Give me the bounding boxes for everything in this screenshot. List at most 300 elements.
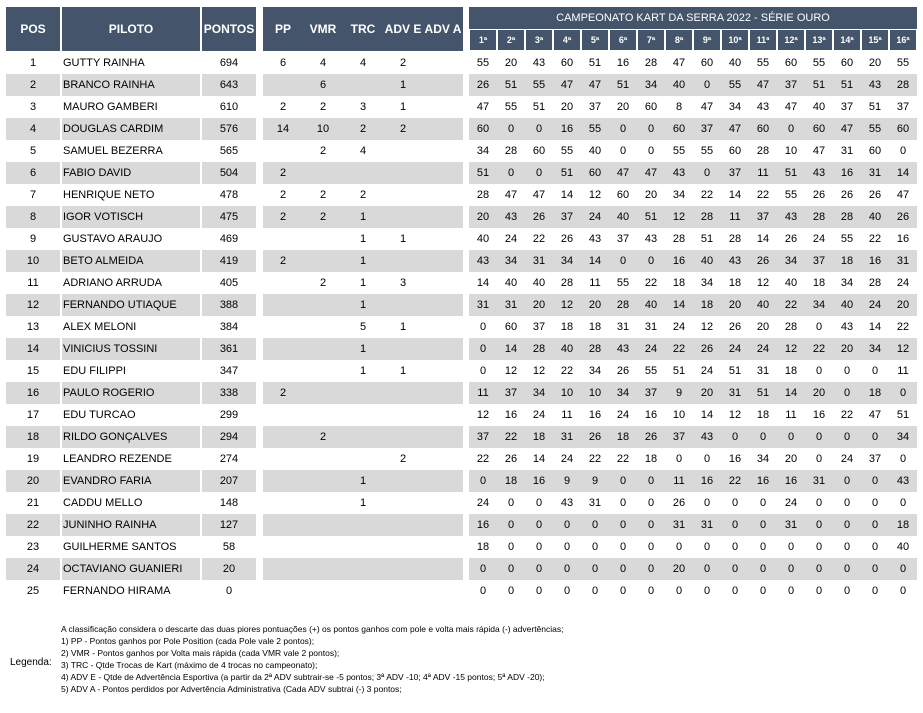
race-cell: 24 xyxy=(476,497,490,509)
race-cell: 43 xyxy=(784,211,798,223)
race-cell: 20 xyxy=(672,563,686,575)
race-cell: 0 xyxy=(507,585,515,597)
race-cell: 47 xyxy=(728,123,742,135)
adv-a-cell xyxy=(423,228,463,250)
vmr-cell: 4 xyxy=(319,57,327,69)
race-cell: 11 xyxy=(673,475,685,487)
pp-cell xyxy=(263,514,303,536)
race-cell: 12 xyxy=(532,365,546,377)
trc-cell xyxy=(343,536,383,558)
race-cell: 31 xyxy=(756,365,770,377)
trc-cell: 1 xyxy=(359,255,367,267)
race-cell: 0 xyxy=(479,365,487,377)
trc-cell: 1 xyxy=(359,497,367,509)
trc-cell: 1 xyxy=(359,365,367,377)
race-cell: 60 xyxy=(616,189,630,201)
race-cell: 24 xyxy=(728,343,742,355)
adv-e-cell: 1 xyxy=(399,233,407,245)
race-cell: 31 xyxy=(644,321,658,333)
pos-cell: 16 xyxy=(26,387,40,399)
piloto-cell: LEANDRO REZENDE xyxy=(63,453,172,465)
vmr-cell: 2 xyxy=(319,189,327,201)
race-cell: 55 xyxy=(560,145,574,157)
race-cell: 34 xyxy=(644,79,658,91)
race-cell: 11 xyxy=(561,409,573,421)
race-cell: 24 xyxy=(840,453,854,465)
piloto-cell: GUTTY RAINHA xyxy=(63,57,145,69)
race-cell: 51 xyxy=(588,57,602,69)
race-header: 3ª xyxy=(525,29,553,51)
piloto-cell: PAULO ROGERIO xyxy=(63,387,155,399)
race-cell: 11 xyxy=(897,365,909,377)
race-header: 9ª xyxy=(693,29,721,51)
race-cell: 18 xyxy=(532,431,546,443)
race-cell: 0 xyxy=(871,563,879,575)
race-cell: 0 xyxy=(619,145,627,157)
race-cell: 22 xyxy=(616,453,630,465)
header-pontos: PONTOS xyxy=(202,7,256,51)
race-header: 2ª xyxy=(497,29,525,51)
race-cell: 12 xyxy=(756,277,770,289)
pp-cell xyxy=(263,294,303,316)
trc-cell xyxy=(343,580,383,602)
race-cell: 37 xyxy=(812,255,826,267)
vmr-cell xyxy=(303,492,343,514)
pp-cell xyxy=(263,272,303,294)
race-cell: 0 xyxy=(535,541,543,553)
race-cell: 28 xyxy=(700,211,714,223)
race-cell: 0 xyxy=(675,453,683,465)
race-cell: 43 xyxy=(868,79,882,91)
race-cell: 20 xyxy=(644,189,658,201)
legend-line: A classificação considera o descarte das duas piores pontuações (+) os pontos ganhos com pole e volta mais rápida (-) advertências; xyxy=(61,624,564,634)
vmr-cell: 2 xyxy=(319,211,327,223)
adv-e-cell: 1 xyxy=(399,101,407,113)
race-cell: 47 xyxy=(784,101,798,113)
race-cell: 0 xyxy=(843,475,851,487)
header-pp: PP xyxy=(263,7,303,51)
race-cell: 26 xyxy=(532,211,546,223)
pontos-cell: 643 xyxy=(219,79,239,91)
race-cell: 40 xyxy=(896,541,910,553)
race-cell: 55 xyxy=(756,57,770,69)
vmr-cell: 10 xyxy=(316,123,330,135)
race-cell: 0 xyxy=(703,541,711,553)
piloto-cell: VINICIUS TOSSINI xyxy=(63,343,158,355)
adv-e-cell xyxy=(383,580,423,602)
race-cell: 24 xyxy=(560,453,574,465)
adv-e-cell xyxy=(383,140,423,162)
race-cell: 34 xyxy=(840,277,854,289)
race-cell: 0 xyxy=(647,585,655,597)
race-cell: 9 xyxy=(563,475,571,487)
trc-cell: 1 xyxy=(359,475,367,487)
race-cell: 60 xyxy=(672,123,686,135)
trc-cell: 2 xyxy=(359,189,367,201)
race-cell: 60 xyxy=(532,145,546,157)
race-cell: 16 xyxy=(812,409,826,421)
race-cell: 31 xyxy=(728,387,742,399)
race-cell: 43 xyxy=(616,343,630,355)
race-cell: 31 xyxy=(532,255,546,267)
race-cell: 22 xyxy=(560,365,574,377)
pontos-cell: 361 xyxy=(219,343,239,355)
race-header: 6ª xyxy=(609,29,637,51)
trc-cell: 1 xyxy=(359,343,367,355)
race-cell: 0 xyxy=(591,519,599,531)
adv-a-cell xyxy=(423,294,463,316)
adv-e-cell xyxy=(383,184,423,206)
piloto-cell: EDU TURCAO xyxy=(63,409,136,421)
race-cell: 40 xyxy=(644,299,658,311)
race-cell: 0 xyxy=(815,585,823,597)
race-cell: 24 xyxy=(756,343,770,355)
race-cell: 14 xyxy=(476,277,490,289)
race-cell: 11 xyxy=(589,277,601,289)
pontos-cell: 347 xyxy=(219,365,239,377)
race-cell: 34 xyxy=(700,277,714,289)
race-cell: 24 xyxy=(896,277,910,289)
trc-cell xyxy=(343,162,383,184)
race-cell: 0 xyxy=(843,541,851,553)
adv-a-cell xyxy=(423,338,463,360)
adv-e-cell xyxy=(383,294,423,316)
race-cell: 31 xyxy=(616,321,630,333)
race-cell: 34 xyxy=(476,145,490,157)
race-cell: 18 xyxy=(644,453,658,465)
adv-a-cell xyxy=(423,52,463,74)
race-cell: 37 xyxy=(476,431,490,443)
race-cell: 0 xyxy=(479,563,487,575)
adv-e-cell xyxy=(383,426,423,448)
race-cell: 55 xyxy=(840,233,854,245)
pp-cell xyxy=(263,404,303,426)
race-cell: 0 xyxy=(815,563,823,575)
race-cell: 31 xyxy=(840,145,854,157)
race-cell: 24 xyxy=(672,321,686,333)
race-cell: 0 xyxy=(563,563,571,575)
race-cell: 0 xyxy=(899,453,907,465)
race-cell: 34 xyxy=(504,255,518,267)
race-cell: 28 xyxy=(532,343,546,355)
vmr-cell xyxy=(303,536,343,558)
race-cell: 0 xyxy=(787,541,795,553)
race-cell: 0 xyxy=(647,497,655,509)
trc-cell: 5 xyxy=(359,321,367,333)
trc-cell xyxy=(343,382,383,404)
legend-line: 3) TRC - Qtde Trocas de Kart (máximo de 4 trocas no campeonato); xyxy=(61,660,318,671)
race-cell: 0 xyxy=(871,541,879,553)
table-row xyxy=(0,338,923,360)
vmr-cell xyxy=(303,228,343,250)
race-cell: 20 xyxy=(476,211,490,223)
pp-cell xyxy=(263,426,303,448)
race-cell: 34 xyxy=(672,189,686,201)
race-cell: 60 xyxy=(560,57,574,69)
race-cell: 47 xyxy=(896,189,910,201)
race-cell: 18 xyxy=(476,541,490,553)
race-cell: 0 xyxy=(535,123,543,135)
race-cell: 14 xyxy=(728,189,742,201)
race-header: 1ª xyxy=(469,29,497,51)
vmr-cell xyxy=(303,404,343,426)
race-cell: 31 xyxy=(672,519,686,531)
race-cell: 28 xyxy=(560,277,574,289)
race-cell: 12 xyxy=(672,211,686,223)
race-cell: 51 xyxy=(616,79,630,91)
adv-e-cell xyxy=(383,382,423,404)
race-cell: 0 xyxy=(843,387,851,399)
race-cell: 11 xyxy=(757,167,769,179)
race-cell: 43 xyxy=(588,233,602,245)
race-cell: 0 xyxy=(591,563,599,575)
trc-cell: 3 xyxy=(359,101,367,113)
race-cell: 60 xyxy=(896,123,910,135)
race-cell: 28 xyxy=(644,57,658,69)
race-cell: 43 xyxy=(644,233,658,245)
race-cell: 51 xyxy=(476,167,490,179)
vmr-cell: 2 xyxy=(319,431,327,443)
piloto-cell: OCTAVIANO GUANIERI xyxy=(63,563,183,575)
trc-cell xyxy=(343,448,383,470)
race-cell: 40 xyxy=(672,79,686,91)
table-row xyxy=(0,162,923,184)
race-cell: 34 xyxy=(756,453,770,465)
race-cell: 26 xyxy=(644,431,658,443)
race-cell: 0 xyxy=(759,585,767,597)
race-cell: 37 xyxy=(532,321,546,333)
table-row xyxy=(0,118,923,140)
race-cell: 0 xyxy=(619,563,627,575)
race-cell: 28 xyxy=(840,211,854,223)
pontos-cell: 388 xyxy=(219,299,239,311)
piloto-cell: SAMUEL BEZERRA xyxy=(63,145,163,157)
race-cell: 0 xyxy=(535,519,543,531)
adv-a-cell xyxy=(423,96,463,118)
pos-cell: 24 xyxy=(26,563,40,575)
trc-cell: 1 xyxy=(359,233,367,245)
race-cell: 37 xyxy=(616,233,630,245)
race-cell: 34 xyxy=(784,255,798,267)
race-cell: 16 xyxy=(868,255,882,267)
race-cell: 24 xyxy=(700,365,714,377)
race-cell: 0 xyxy=(703,167,711,179)
vmr-cell xyxy=(303,294,343,316)
trc-cell xyxy=(343,558,383,580)
pp-cell: 2 xyxy=(279,189,287,201)
race-cell: 26 xyxy=(476,79,490,91)
race-cell: 47 xyxy=(644,167,658,179)
pos-cell: 8 xyxy=(29,211,37,223)
pos-cell: 17 xyxy=(26,409,40,421)
race-cell: 26 xyxy=(504,453,518,465)
race-cell: 55 xyxy=(728,79,742,91)
pos-cell: 20 xyxy=(26,475,40,487)
race-cell: 28 xyxy=(868,277,882,289)
adv-e-cell xyxy=(383,338,423,360)
pontos-cell: 207 xyxy=(219,475,239,487)
race-cell: 0 xyxy=(535,497,543,509)
pontos-cell: 274 xyxy=(219,453,239,465)
race-cell: 60 xyxy=(644,101,658,113)
race-cell: 0 xyxy=(675,585,683,597)
pp-cell xyxy=(263,74,303,96)
race-cell: 0 xyxy=(619,475,627,487)
race-cell: 0 xyxy=(843,497,851,509)
header-trc: TRC xyxy=(343,7,383,51)
pp-cell xyxy=(263,360,303,382)
piloto-cell: EVANDRO FARIA xyxy=(63,475,152,487)
pp-cell: 6 xyxy=(279,57,287,69)
piloto-cell: RILDO GONÇALVES xyxy=(63,431,168,443)
race-cell: 0 xyxy=(479,321,487,333)
piloto-cell: EDU FILIPPI xyxy=(63,365,126,377)
race-cell: 47 xyxy=(812,145,826,157)
pos-cell: 1 xyxy=(29,57,37,69)
race-cell: 0 xyxy=(731,519,739,531)
race-cell: 34 xyxy=(616,387,630,399)
race-cell: 26 xyxy=(896,211,910,223)
vmr-cell xyxy=(303,514,343,536)
race-cell: 0 xyxy=(731,431,739,443)
race-cell: 43 xyxy=(812,167,826,179)
race-cell: 0 xyxy=(479,585,487,597)
race-cell: 24 xyxy=(784,497,798,509)
race-cell: 26 xyxy=(868,189,882,201)
pontos-cell: 419 xyxy=(219,255,239,267)
pp-cell: 2 xyxy=(279,167,287,179)
adv-a-cell xyxy=(423,162,463,184)
race-cell: 34 xyxy=(868,343,882,355)
pos-cell: 9 xyxy=(29,233,37,245)
pontos-cell: 504 xyxy=(219,167,239,179)
table-row xyxy=(0,272,923,294)
race-header: 4ª xyxy=(553,29,581,51)
adv-e-cell: 1 xyxy=(399,321,407,333)
race-cell: 28 xyxy=(476,189,490,201)
race-cell: 0 xyxy=(563,519,571,531)
adv-e-cell xyxy=(383,250,423,272)
race-cell: 12 xyxy=(476,409,490,421)
race-cell: 43 xyxy=(840,321,854,333)
race-cell: 60 xyxy=(784,57,798,69)
race-cell: 20 xyxy=(756,321,770,333)
header-pos: POS xyxy=(6,7,60,51)
piloto-cell: ADRIANO ARRUDA xyxy=(63,277,163,289)
race-cell: 14 xyxy=(784,387,798,399)
race-cell: 16 xyxy=(840,167,854,179)
pp-cell xyxy=(263,228,303,250)
race-cell: 0 xyxy=(535,585,543,597)
pp-cell xyxy=(263,536,303,558)
table-row xyxy=(0,294,923,316)
table-row xyxy=(0,228,923,250)
race-cell: 20 xyxy=(812,387,826,399)
race-cell: 20 xyxy=(728,299,742,311)
race-cell: 40 xyxy=(560,343,574,355)
table-row xyxy=(0,404,923,426)
race-cell: 47 xyxy=(616,167,630,179)
race-cell: 24 xyxy=(588,211,602,223)
race-cell: 55 xyxy=(504,101,518,113)
vmr-cell: 2 xyxy=(319,145,327,157)
race-cell: 16 xyxy=(616,57,630,69)
race-cell: 26 xyxy=(756,255,770,267)
race-cell: 22 xyxy=(784,299,798,311)
race-cell: 55 xyxy=(700,145,714,157)
race-cell: 37 xyxy=(784,79,798,91)
race-cell: 47 xyxy=(868,409,882,421)
race-cell: 26 xyxy=(700,343,714,355)
race-cell: 0 xyxy=(619,255,627,267)
race-cell: 14 xyxy=(560,189,574,201)
race-cell: 26 xyxy=(784,233,798,245)
vmr-cell xyxy=(303,382,343,404)
race-cell: 0 xyxy=(759,519,767,531)
race-header: 8ª xyxy=(665,29,693,51)
header-vmr: VMR xyxy=(303,7,343,51)
pos-cell: 14 xyxy=(26,343,40,355)
race-cell: 37 xyxy=(672,431,686,443)
race-cell: 18 xyxy=(868,387,882,399)
race-cell: 22 xyxy=(812,343,826,355)
race-cell: 18 xyxy=(784,365,798,377)
pontos-cell: 127 xyxy=(219,519,239,531)
race-cell: 37 xyxy=(896,101,910,113)
race-cell: 22 xyxy=(756,189,770,201)
adv-a-cell xyxy=(423,206,463,228)
pos-cell: 2 xyxy=(29,79,37,91)
piloto-cell: FABIO DAVID xyxy=(63,167,132,179)
adv-a-cell xyxy=(423,250,463,272)
race-cell: 28 xyxy=(756,145,770,157)
adv-e-cell xyxy=(383,492,423,514)
table-row xyxy=(0,426,923,448)
race-cell: 47 xyxy=(504,189,518,201)
adv-a-cell xyxy=(423,558,463,580)
adv-e-cell: 2 xyxy=(399,57,407,69)
race-cell: 0 xyxy=(619,585,627,597)
race-cell: 0 xyxy=(871,585,879,597)
race-cell: 0 xyxy=(703,453,711,465)
race-cell: 16 xyxy=(532,475,546,487)
race-cell: 18 xyxy=(672,277,686,289)
race-cell: 0 xyxy=(899,497,907,509)
race-cell: 0 xyxy=(731,563,739,575)
pontos-cell: 148 xyxy=(219,497,239,509)
race-cell: 0 xyxy=(759,541,767,553)
adv-a-cell xyxy=(423,140,463,162)
race-cell: 28 xyxy=(588,343,602,355)
race-cell: 60 xyxy=(476,123,490,135)
race-cell: 34 xyxy=(532,387,546,399)
race-cell: 0 xyxy=(787,431,795,443)
race-cell: 16 xyxy=(504,409,518,421)
race-cell: 60 xyxy=(728,145,742,157)
race-cell: 31 xyxy=(588,497,602,509)
race-cell: 37 xyxy=(700,123,714,135)
race-cell: 20 xyxy=(896,299,910,311)
race-cell: 37 xyxy=(504,387,518,399)
race-cell: 24 xyxy=(868,299,882,311)
race-cell: 16 xyxy=(756,475,770,487)
race-cell: 14 xyxy=(504,343,518,355)
trc-cell: 1 xyxy=(359,299,367,311)
piloto-cell: GUILHERME SANTOS xyxy=(63,541,177,553)
race-cell: 0 xyxy=(843,585,851,597)
pp-cell: 2 xyxy=(279,211,287,223)
race-cell: 0 xyxy=(591,585,599,597)
